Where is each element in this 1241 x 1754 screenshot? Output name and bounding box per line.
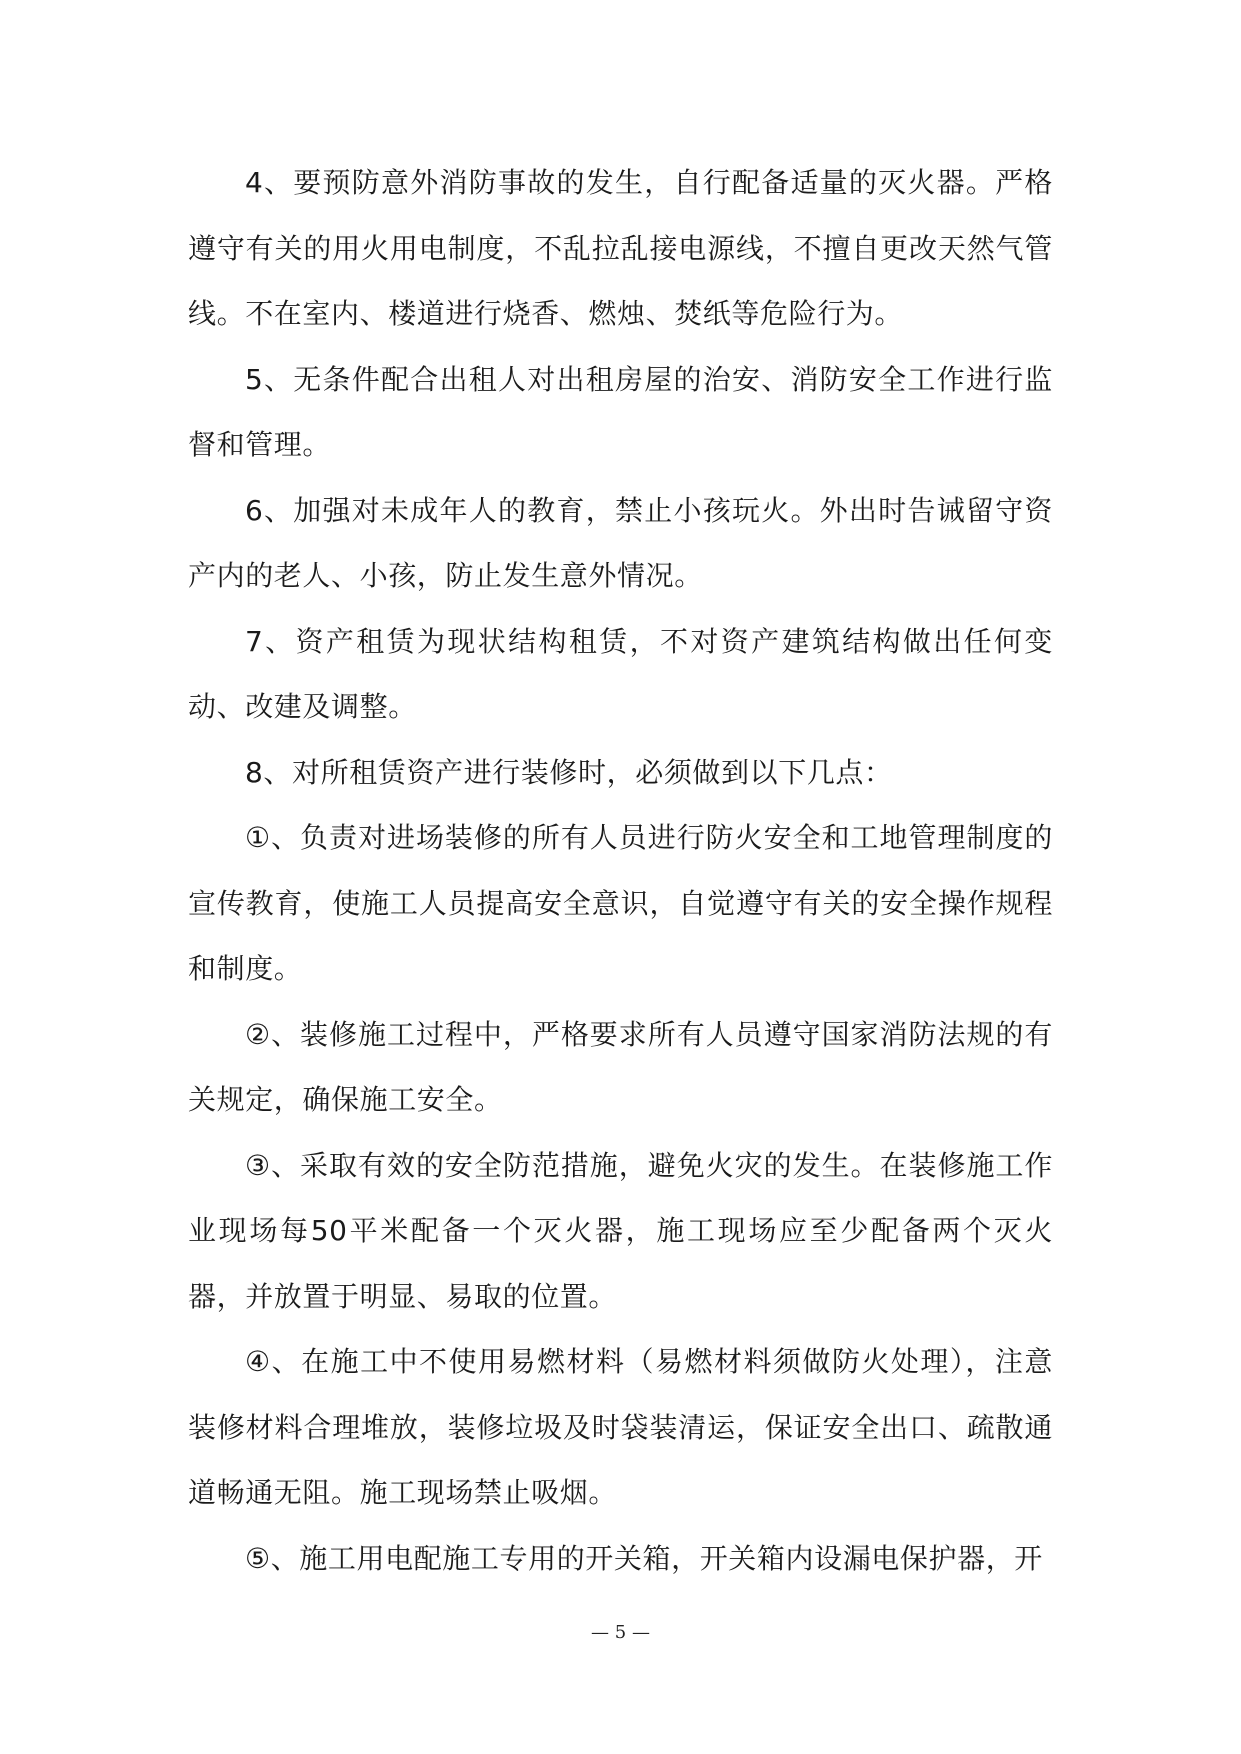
sub-item-2: ②、装修施工过程中，严格要求所有人员遵守国家消防法规的有关规定，确保施工安全。	[188, 1017, 1053, 1116]
paragraph-4: 4、要预防意外消防事故的发生，自行配备适量的灭火器。严格遵守有关的用火用电制度，不乱拉乱接电源线，不擅自更改天然气管线。不在室内、楼道进行烧香、燃烛、焚纸等危险行为。	[188, 166, 1053, 330]
sub-item-4: ④、在施工中不使用易燃材料（易燃材料须做防火处理），注意装修材料合理堆放，装修垃圾及时袋装清运，保证安全出口、疏散通道畅通无阻。施工现场禁止吸烟。	[188, 1345, 1053, 1509]
sub-item-1: ①、负责对进场装修的所有人员进行防火安全和工地管理制度的宣传教育，使施工人员提高安全意识，自觉遵守有关的安全操作规程和制度。	[188, 821, 1053, 985]
paragraph-8: 8、对所租赁资产进行装修时，必须做到以下几点：	[245, 755, 893, 789]
body-text	[188, 150, 1053, 1591]
sub-item-3: ③、采取有效的安全防范措施，避免火灾的发生。在装修施工作业现场每50平米配备一个灭火器，施工现场应至少配备两个灭火器，并放置于明显、易取的位置。	[188, 1148, 1053, 1313]
sub-item-5: ⑤、施工用电配施工专用的开关箱，开关箱内设漏电保护器，开	[245, 1541, 1043, 1575]
paragraph-5: 5、无条件配合出租人对出租房屋的治安、消防安全工作进行监督和管理。	[188, 362, 1053, 461]
page-number: — 5 —	[591, 1622, 650, 1643]
paragraph-7: 7、资产租赁为现状结构租赁，不对资产建筑结构做出任何变动、改建及调整。	[188, 624, 1053, 723]
paragraph-6: 6、加强对未成年人的教育，禁止小孩玩火。外出时告诫留守资产内的老人、小孩，防止发生意外情况。	[188, 493, 1053, 592]
